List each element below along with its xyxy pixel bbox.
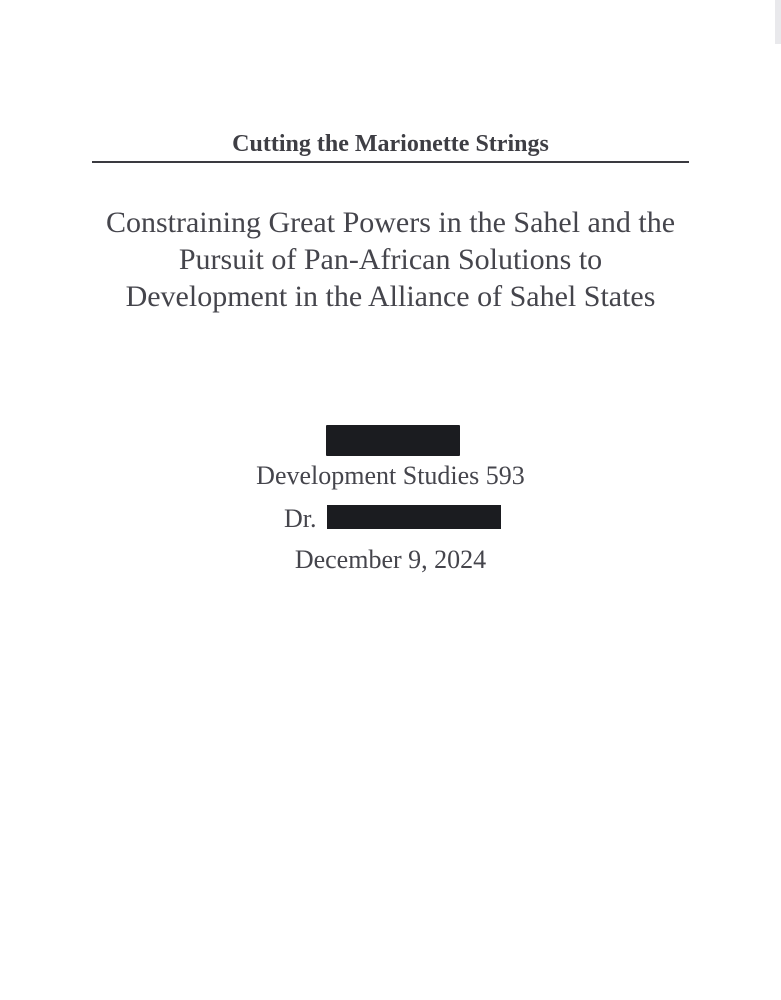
instructor-name-redaction	[327, 505, 501, 529]
document-subtitle	[60, 204, 721, 315]
heading-underline	[92, 161, 689, 163]
document-heading: Cutting the Marionette Strings	[232, 131, 549, 157]
subtitle-line-2: Pursuit of Pan-African Solutions to	[178, 243, 603, 276]
author-name-redaction	[326, 425, 460, 456]
scrollbar[interactable]	[775, 0, 781, 44]
subtitle-line-1: Constraining Great Powers in the Sahel and the	[105, 206, 676, 239]
submission-date: December 9, 2024	[294, 545, 487, 574]
subtitle-line-3: Development in the Alliance of Sahel States	[125, 280, 656, 313]
instructor-prefix: Dr.	[284, 504, 317, 533]
course-name: Development Studies 593	[256, 461, 525, 490]
